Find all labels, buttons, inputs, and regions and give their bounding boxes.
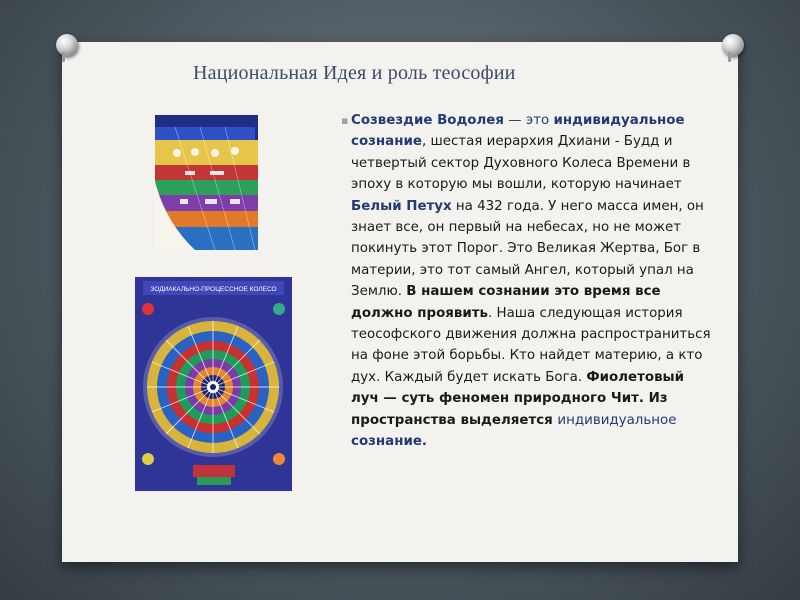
wheel-fragment-image	[155, 115, 258, 250]
zodiac-wheel-poster-image	[135, 277, 292, 491]
text-segment: индивидуальное сознание	[351, 113, 685, 150]
text-segment: Созвездие Водолея	[351, 113, 504, 128]
body-text	[341, 110, 716, 453]
text-segment: . Наша следующая история теософского движения должна распространиться на фоне этой борьбы. Кто найдет материю, а кто дух. Каждый будет искать Бога.	[351, 305, 711, 385]
text-segment: В нашем сознании это время все должно проявить	[351, 284, 661, 321]
poster-header-text: ЗОДИАКАЛЬНО-ПРОЦЕССНОЕ КОЛЕСО	[150, 286, 277, 293]
text-segment: , шестая иерархия Дхиани - Будд и четвертый сектор Духовного Колеса Времени в эпоху в которую мы вошли, которую начинает	[351, 134, 691, 193]
text-segment: сознание.	[351, 434, 428, 450]
text-segment: Фиолетовый луч — суть феномен природного Чит. Из пространства выделяется	[351, 369, 685, 428]
bullet-icon: ▪	[341, 114, 349, 127]
pushpin-right-icon	[722, 34, 744, 56]
slide-title: Национальная Идея и роль теософии	[193, 62, 516, 84]
text-segment: на 432 года. У него масса имен, он знает все, он первый на небесах, но не может покинуть этот Порог. Это Великая Жертва, Бог в материи, это тот самый Ангел, который упал на Землю.	[351, 198, 704, 300]
text-segment: Белый Петух	[351, 198, 452, 214]
pushpin-left-icon	[56, 34, 78, 56]
text-segment: индивидуальное	[557, 412, 677, 428]
text-segment: — это	[504, 113, 554, 128]
body-paragraph	[351, 113, 711, 449]
